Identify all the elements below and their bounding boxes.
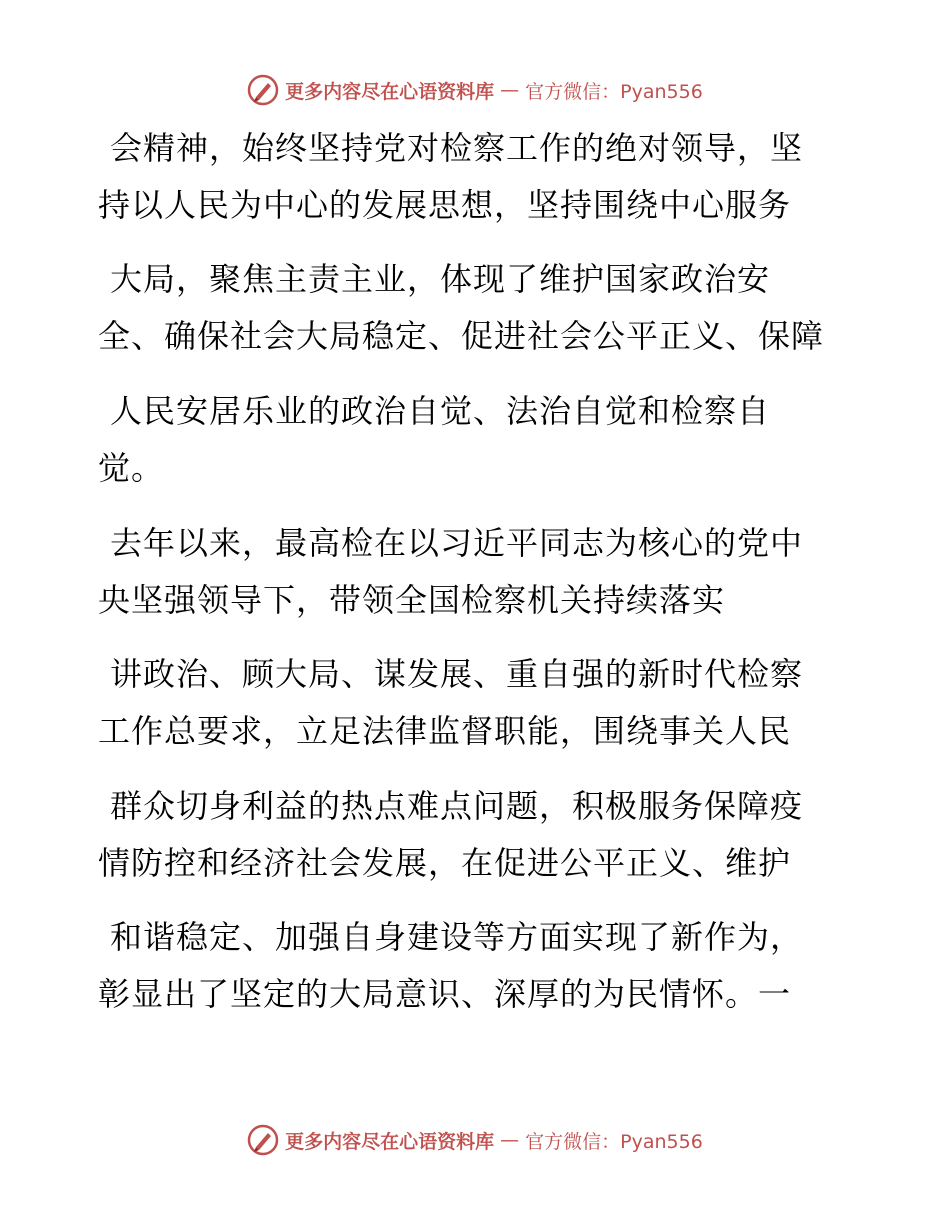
body-line: 央坚强领导下，带领全国检察机关持续落实	[98, 581, 726, 619]
body-line: 彰显出了坚定的大局意识、深厚的为民情怀。一	[98, 975, 792, 1013]
body-line: 和谐稳定、加强自身建设等方面实现了新作为，	[110, 918, 804, 956]
body-line: 觉。	[98, 449, 165, 487]
header-banner	[0, 70, 950, 110]
body-line: 全、确保社会大局稳定、促进社会公平正义、保障	[98, 317, 825, 355]
body-line: 讲政治、顾大局、谋发展、重自强的新时代检察	[110, 655, 804, 693]
header-banner-separator: —	[500, 79, 520, 101]
body-line: 人民安居乐业的政治自觉、法治自觉和检察自	[110, 392, 771, 430]
body-line: 情防控和经济社会发展，在促进公平正义、维护	[98, 844, 792, 882]
header-banner-text: 更多内容尽在心语资料库	[285, 80, 495, 103]
body-line: 持以人民为中心的发展思想，坚持围绕中心服务	[98, 186, 792, 224]
pen-logo-icon	[247, 74, 279, 106]
footer-banner-text: 更多内容尽在心语资料库	[285, 1130, 495, 1153]
body-line: 会精神，始终坚持党对检察工作的绝对领导，坚	[110, 129, 804, 167]
body-line: 工作总要求，立足法律监督职能，围绕事关人民	[98, 712, 792, 750]
pen-logo-icon	[247, 1124, 279, 1156]
body-line: 群众切身利益的热点难点问题，积极服务保障疫	[110, 787, 804, 825]
header-banner-wechat: 官方微信：Pyan556	[525, 80, 703, 103]
body-line: 大局，聚焦主责主业，体现了维护国家政治安	[110, 260, 771, 298]
footer-banner-wechat: 官方微信：Pyan556	[525, 1130, 703, 1153]
footer-banner	[0, 1120, 950, 1160]
body-line: 去年以来，最高检在以习近平同志为核心的党中	[110, 524, 804, 562]
footer-banner-separator: —	[500, 1129, 520, 1151]
